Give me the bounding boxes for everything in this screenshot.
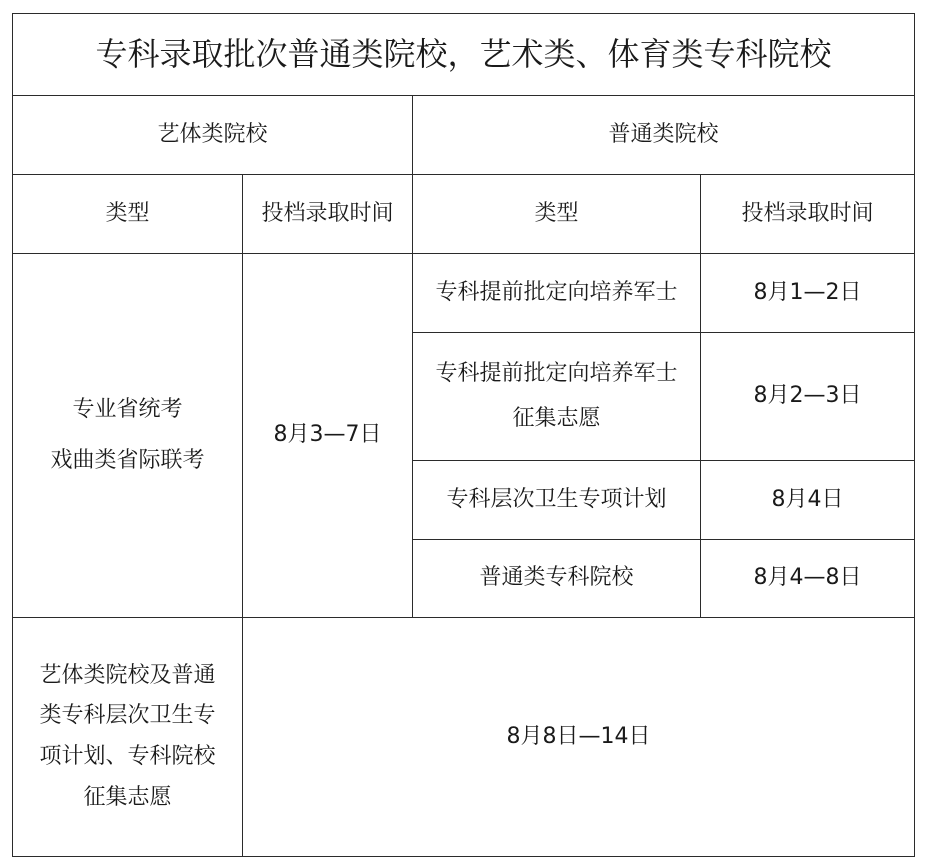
normal-row-4-time-text: 8月4—8日 [753, 565, 862, 591]
normal-row-1-type [412, 253, 701, 333]
final-time-cell [242, 617, 915, 857]
normal-row-4-type-text: 普通类专科院校 [479, 565, 634, 591]
table-title-text: 专科录取批次普通类院校，艺术类、体育类专科院校 [95, 34, 832, 73]
normal-type-column-header [412, 174, 701, 254]
final-time-text: 8月8日—14日 [506, 723, 651, 749]
normal-schools-header-text: 普通类院校 [608, 121, 719, 147]
final-type-line-2: 类专科层次卫生专 [39, 703, 216, 729]
normal-row-2-type [412, 332, 701, 461]
normal-row-3-type-text: 专科层次卫生专项计划 [446, 486, 667, 512]
normal-type-column-header-text: 类型 [534, 200, 579, 226]
art-type-cell [12, 253, 243, 618]
art-schools-header [12, 95, 413, 175]
normal-row-1-time [700, 253, 915, 333]
normal-row-4-type [412, 539, 701, 618]
normal-time-column-header [700, 174, 915, 254]
normal-row-2-time [700, 332, 915, 461]
art-time-column-header [242, 174, 413, 254]
final-type-cell [12, 617, 243, 857]
final-type-line-4: 征集志愿 [83, 784, 172, 810]
normal-row-3-time [700, 460, 915, 540]
table-title [12, 13, 915, 96]
art-type-line-1: 专业省统考 [72, 396, 183, 422]
normal-row-1-time-text: 8月1—2日 [753, 279, 862, 305]
normal-row-1-type-text: 专科提前批定向培养军士 [435, 279, 678, 305]
normal-row-2-type-line-2: 征集志愿 [512, 405, 601, 431]
normal-row-2-time-text: 8月2—3日 [753, 383, 862, 409]
normal-row-3-time-text: 8月4日 [771, 486, 844, 512]
normal-row-4-time [700, 539, 915, 618]
normal-time-column-header-text: 投档录取时间 [741, 200, 874, 226]
art-type-column-header [12, 174, 243, 254]
normal-schools-header [412, 95, 915, 175]
art-time-text: 8月3—7日 [273, 422, 382, 448]
final-type-line-1: 艺体类院校及普通 [39, 662, 216, 688]
final-type-line-3: 项计划、专科院校 [39, 744, 216, 769]
art-type-line-2: 戏曲类省际联考 [50, 447, 205, 473]
art-schools-header-text: 艺体类院校 [157, 121, 268, 147]
normal-row-2-type-line-1: 专科提前批定向培养军士 [435, 360, 678, 386]
art-time-cell [242, 253, 413, 618]
art-time-column-header-text: 投档录取时间 [261, 200, 394, 226]
art-type-column-header-text: 类型 [105, 200, 150, 226]
normal-row-3-type [412, 460, 701, 540]
